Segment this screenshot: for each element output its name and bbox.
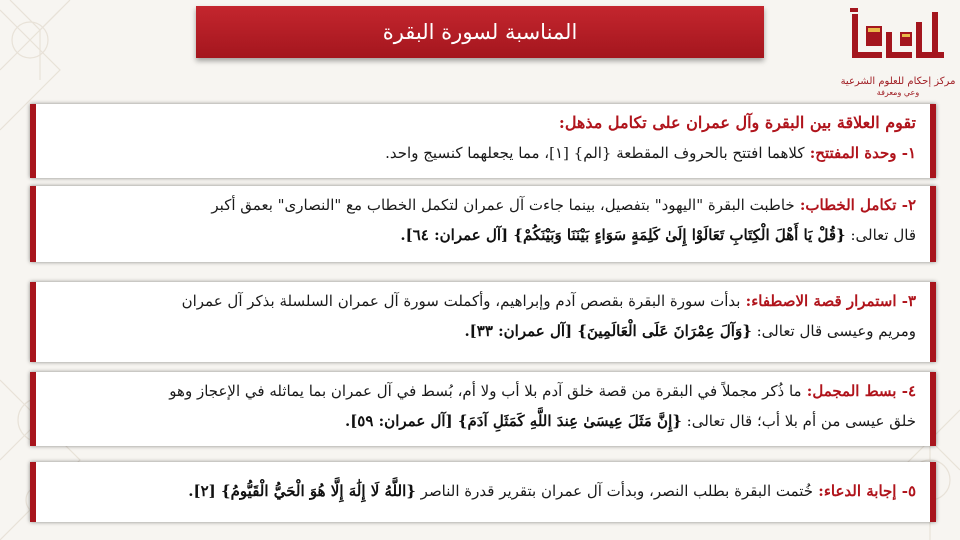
point-4-label: ٤- بسط المجمل — [812, 382, 916, 400]
point-box-3: ٣- استمرار قصة الاصطفاء: بدأت سورة البقرة بقصص آدم وإبراهيم، وأكملت سورة آل عمران السلسلة بذكر آل عمران ومريم وعيسى قال تعالى: {وَآلَ عِمْرَانَ عَلَى الْعَالَمِينَ} [آل عمران: ٣٣]. — [30, 282, 936, 362]
point-1-text: كلاهما افتتح بالحروف المقطعة {الم} [١]، مما يجعلهما كنسيج واحد. — [385, 144, 805, 162]
point-3-verse: {وَآلَ عِمْرَانَ عَلَى الْعَالَمِينَ} [آل عمران: ٣٣]. — [464, 322, 752, 340]
point-5-label: ٥- إجابة الدعاء — [823, 482, 916, 500]
point-3-text: بدأت سورة البقرة بقصص آدم وإبراهيم، وأكملت سورة آل عمران السلسلة بذكر آل عمران — [181, 292, 741, 310]
ihkam-logo-mark — [846, 8, 950, 74]
intro-heading: تقوم العلاقة بين البقرة وآل عمران على تكامل مذهل — [564, 113, 916, 132]
center-logo — [842, 8, 954, 108]
logo-tagline: وعي ومعرفة — [876, 88, 920, 97]
point-2-text: خاطبت البقرة "اليهود" بتفصيل، بينما جاءت آل عمران لتكمل الخطاب مع "النصارى" بعمق أكبر — [211, 196, 795, 214]
slide-title-bar — [196, 6, 764, 58]
point-box-4: ٤- بسط المجمل: ما ذُكر مجملاً في البقرة من قصة خلق آدم بلا أب ولا أم، بُسط في آل عمران بما يماثله في الإعجاز وهو خلق عيسى من أم بلا أب؛ قال تعالى: {إِنَّ مَثَلَ عِيسَىٰ عِندَ اللَّهِ كَمَثَلِ آدَمَ} [آل عمران: ٥٩]. — [30, 372, 936, 446]
point-5-verse: {اللَّهُ لَا إِلَٰهَ إِلَّا هُوَ الْحَيُّ الْقَيُّومُ} [٢]. — [188, 482, 416, 500]
point-3-prefix: ومريم وعيسى قال تعالى: — [756, 322, 916, 340]
point-1-label: ١- وحدة المفتتح — [815, 144, 916, 162]
point-box-5: ٥- إجابة الدعاء: خُتمت البقرة بطلب النصر، وبدأت آل عمران بتقرير قدرة الناصر {اللَّهُ لَا إِلَٰهَ إِلَّا هُوَ الْحَيُّ الْقَيُّومُ} [٢]. — [30, 462, 936, 522]
point-3-label: ٣- استمرار قصة الاصطفاء — [751, 292, 916, 310]
point-5-text: خُتمت البقرة بطلب النصر، وبدأت آل عمران بتقرير قدرة الناصر — [420, 482, 814, 500]
point-2-prefix: قال تعالى: — [850, 226, 916, 244]
point-box-2: ٢- تكامل الخطاب: خاطبت البقرة "اليهود" بتفصيل، بينما جاءت آل عمران لتكمل الخطاب مع "النصارى" بعمق أكبر قال تعالى: {قُلْ يَا أَهْلَ الْكِتَابِ تَعَالَوْا إِلَىٰ كَلِمَةٍ سَوَاءٍ بَيْنَنَا وَبَيْنَكُمْ} [آل عمران: ٦٤]. — [30, 186, 936, 262]
point-2-label: ٢- تكامل الخطاب — [805, 196, 916, 214]
point-2-verse: {قُلْ يَا أَهْلَ الْكِتَابِ تَعَالَوْا إِلَىٰ كَلِمَةٍ سَوَاءٍ بَيْنَنَا وَبَيْنَكُمْ} [آل عمران: ٦٤]. — [400, 226, 846, 244]
intro-box: تقوم العلاقة بين البقرة وآل عمران على تكامل مذهل: ١- وحدة المفتتح: كلاهما افتتح بالحروف المقطعة {الم} [١]، مما يجعلهما كنسيج واحد. — [30, 104, 936, 178]
point-4-text: ما ذُكر مجملاً في البقرة من قصة خلق آدم بلا أب ولا أم، بُسط في آل عمران بما يماثله في الإعجاز وهو — [169, 382, 802, 400]
point-4-verse: {إِنَّ مَثَلَ عِيسَىٰ عِندَ اللَّهِ كَمَثَلِ آدَمَ} [آل عمران: ٥٩]. — [344, 412, 682, 430]
slide-title: المناسبة لسورة البقرة — [382, 20, 578, 44]
point-4-prefix: خلق عيسى من أم بلا أب؛ قال تعالى: — [686, 412, 916, 430]
logo-caption: مركز إحكام للعلوم الشرعية — [840, 76, 956, 87]
